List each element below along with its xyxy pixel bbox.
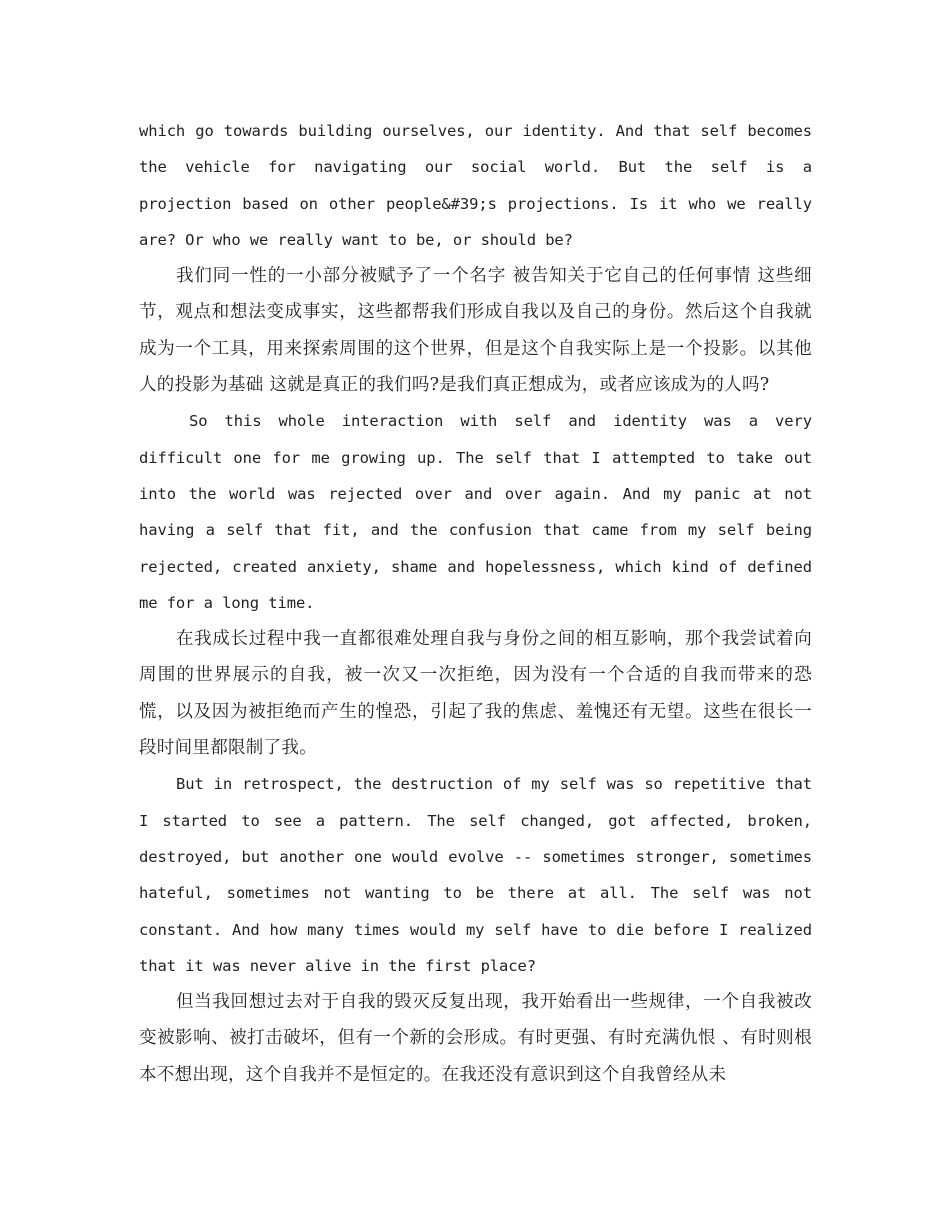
- paragraph-zh-3: 但当我回想过去对于自我的毁灭反复出现，我开始看出一些规律，一个自我被改变被影响、被打击破坏，但有一个新的会形成。有时更强、有时充满仇恨 、有时则根本不想出现，这个自我并不是恒定的。在我还没有意识到这个自我曾经从未: [139, 992, 812, 1085]
- paragraph-en-1: which go towards building ourselves, our identity. And that self becomes the vehicle for navigating our social world. But the self is a projection based on other people&#39;s projections. Is it who we really are? Or who we really want to be, or should be?: [139, 122, 812, 249]
- document-body: [139, 113, 812, 1093]
- paragraph-zh-1: 我们同一性的一小部分被赋予了一个名字 被告知关于它自己的任何事情 这些细节，观点和想法变成事实，这些都帮我们形成自我以及自己的身份。然后这个自我就成为一个工具，用来探索周围的这个世界，但是这个自我实际上是一个投影。以其他人的投影为基础 这就是真正的我们吗?是我们真正想成为，或者应该成为的人吗?: [139, 266, 812, 396]
- paragraph-zh-2: 在我成长过程中我一直都很难处理自我与身份之间的相互影响，那个我尝试着向周围的世界展示的自我，被一次又一次拒绝，因为没有一个合适的自我而带来的恐慌，以及因为被拒绝而产生的惶恐，引起了我的焦虑、羞愧还有无望。这些在很长一段时间里都限制了我。: [139, 629, 812, 759]
- paragraph-en-3: But in retrospect, the destruction of my self was so repetitive that I started to see a pattern. The self changed, got affected, broken, destroyed, but another one would evolve -- sometimes stronger, sometimes hateful, sometimes not wanting to be there at all. The self was not constant. And how many times would my self have to die before I realized that it was never alive in the first place?: [139, 775, 812, 975]
- paragraph-en-2: So this whole interaction with self and identity was a very difficult one for me growing up. The self that I attempted to take out into the world was rejected over and over again. And my panic at not having a self that fit, and the confusion that came from my self being rejected, created anxiety, shame and hopelessness, which kind of defined me for a long time.: [139, 412, 812, 612]
